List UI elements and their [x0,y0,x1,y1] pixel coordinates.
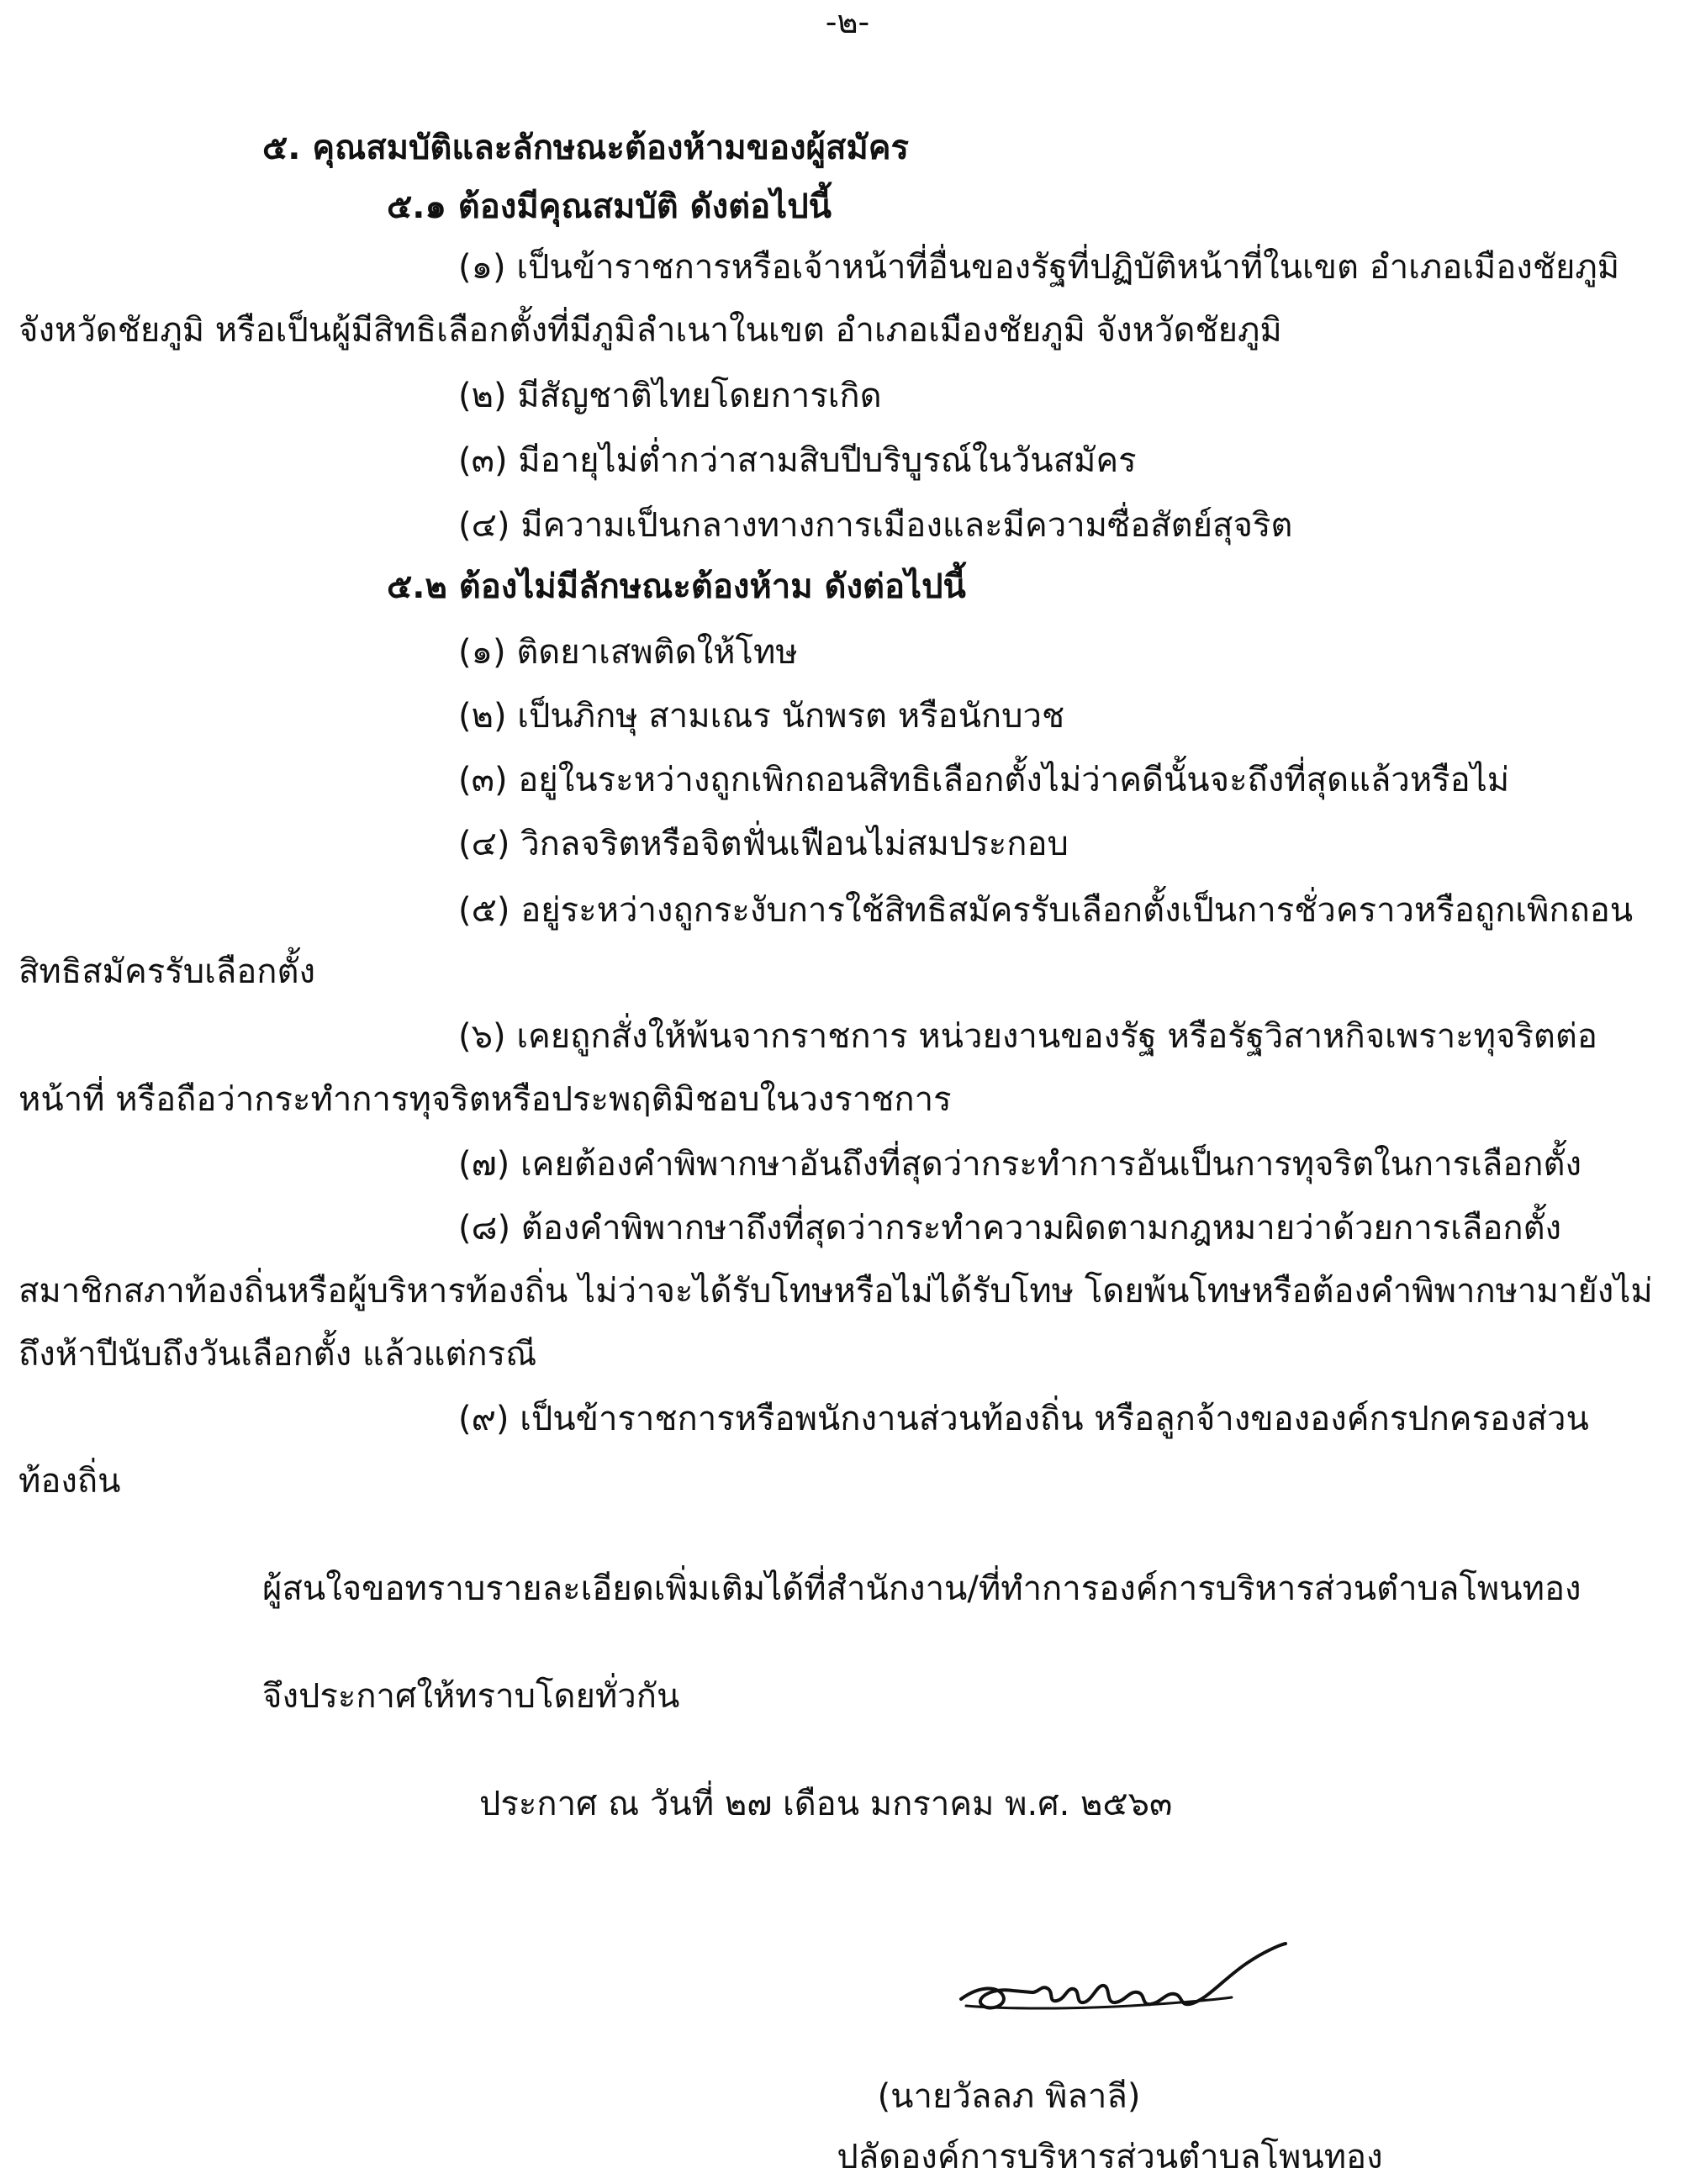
section-5-heading: ๕. คุณสมบัติและลักษณะต้องห้ามของผู้สมัคร [262,129,909,167]
prohibition-item-6-line-2: หน้าที่ หรือถือว่ากระทำการทุจริตหรือประพฤติมิชอบในวงราชการ [18,1080,952,1119]
signer-name: (นายวัลลภ พิลาลี) [877,2077,1141,2116]
qualification-item-1-line-1: (๑) เป็นข้าราชการหรือเจ้าหน้าที่อื่นของรัฐที่ปฏิบัติหน้าที่ในเขต อำเภอเมืองชัยภูมิ [458,248,1620,287]
qualification-item-4: (๔) มีความเป็นกลางทางการเมืองและมีความซื่อสัตย์สุจริต [458,506,1293,545]
qualification-item-3: (๓) มีอายุไม่ต่ำกว่าสามสิบปีบริบูรณ์ในวันสมัคร [458,441,1137,480]
prohibition-item-2: (๒) เป็นภิกษุ สามเณร นักพรต หรือนักบวช [458,697,1065,736]
qualification-item-1-line-2: จังหวัดชัยภูมิ หรือเป็นผู้มีสิทธิเลือกตั้งที่มีภูมิลำเนาในเขต อำเภอเมืองชัยภูมิ จังหวัดชัยภูมิ [18,311,1282,350]
announcement-date: ประกาศ ณ วันที่ ๒๗ เดือน มกราคม พ.ศ. ๒๕๖๓ [479,1785,1173,1823]
prohibition-item-4: (๔) วิกลจริตหรือจิตฟั่นเฟือนไม่สมประกอบ [458,825,1069,863]
prohibition-item-9-line-2: ท้องถิ่น [18,1462,121,1501]
section-5-2-heading: ๕.๒ ต้องไม่มีลักษณะต้องห้าม ดังต่อไปนี้ [387,567,966,606]
announcement-closing: จึงประกาศให้ทราบโดยทั่วกัน [262,1677,680,1716]
prohibition-item-5-line-2: สิทธิสมัครรับเลือกตั้ง [18,952,316,991]
section-5-1-heading: ๕.๑ ต้องมีคุณสมบัติ ดังต่อไปนี้ [387,187,832,226]
signer-position: ปลัดองค์การบริหารส่วนตำบลโพนทอง [837,2138,1383,2176]
prohibition-item-7: (๗) เคยต้องคำพิพากษาอันถึงที่สุดว่ากระทำการอันเป็นการทุจริตในการเลือกตั้ง [458,1145,1582,1184]
prohibition-item-9-line-1: (๙) เป็นข้าราชการหรือพนักงานส่วนท้องถิ่น หรือลูกจ้างขององค์กรปกครองส่วน [458,1400,1589,1438]
prohibition-item-5-line-1: (๕) อยู่ระหว่างถูกระงับการใช้สิทธิสมัครรับเลือกตั้งเป็นการชั่วคราวหรือถูกเพิกถอน [458,891,1634,930]
prohibition-item-1: (๑) ติดยาเสพติดให้โทษ [458,633,798,672]
qualification-item-2: (๒) มีสัญชาติไทยโดยการเกิด [458,377,882,415]
contact-note: ผู้สนใจขอทราบรายละเอียดเพิ่มเติมได้ที่สำนักงาน/ที่ทำการองค์การบริหารส่วนตำบลโพนทอง [262,1569,1581,1608]
prohibition-item-8-line-1: (๘) ต้องคำพิพากษาถึงที่สุดว่ากระทำความผิดตามกฎหมายว่าด้วยการเลือกตั้ง [458,1209,1562,1248]
prohibition-item-8-line-3: ถึงห้าปีนับถึงวันเลือกตั้ง แล้วแต่กรณี [18,1335,537,1374]
prohibition-item-3: (๓) อยู่ในระหว่างถูกเพิกถอนสิทธิเลือกตั้งไม่ว่าคดีนั้นจะถึงที่สุดแล้วหรือไม่ [458,761,1510,799]
signature [954,1933,1291,2034]
page-number: -๒- [825,3,870,40]
prohibition-item-6-line-1: (๖) เคยถูกสั่งให้พ้นจากราชการ หน่วยงานของรัฐ หรือรัฐวิสาหกิจเพราะทุจริตต่อ [458,1017,1597,1056]
prohibition-item-8-line-2: สมาชิกสภาท้องถิ่นหรือผู้บริหารท้องถิ่น ไม่ว่าจะได้รับโทษหรือไม่ได้รับโทษ โดยพ้นโทษหรือต้องคำพิพากษามายังไม่ [18,1272,1653,1311]
